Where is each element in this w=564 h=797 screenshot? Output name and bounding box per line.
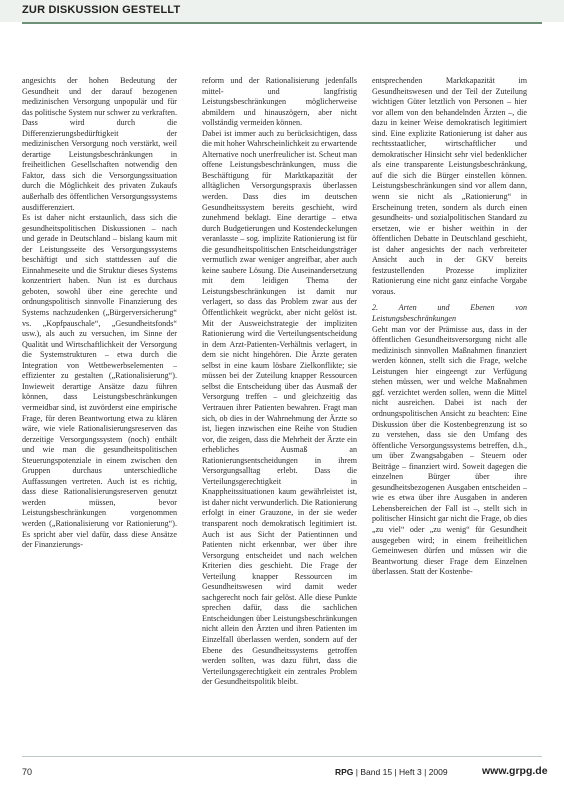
- paragraph: angesichts der hohen Bedeutung der Gesundheit und der darauf bezogenen medizinischen Versorgung unpopulär und für das politische System nur schwer zu verkraften. Dass wird durch die Differenzierungsbedürftigkeit der medizinischen Versorgung noch verstärkt, weil derartige Leistungsbeschränkungen in freiheitlichen Gesellschaften notwendig den Faktor, dass sich die Versorgungssituation durch die Möglichkeit des privaten Zukaufs außerhalb des öffentlichen Versorgungssystems ausdifferenziert.: [22, 76, 177, 212]
- page-number: 70: [22, 767, 33, 777]
- paragraph: Geht man vor der Prämisse aus, dass in der öffentlichen Gesundheitsversorgung nicht alle medizinisch sinnvollen Maßnahmen finanziert werden können, stellt sich die Frage, welche Leistungen hier eingeengt zur Verfügung stehen müssen, wer und welche Maßnahmen ggf. verzichtet werden sollen, wenn die Mittel nicht ausreichen. Dabei ist nach der ordnungspolitischen Ansicht zu beachten: Eine Diskussion über die Kostenbegrenzung ist so zu verstehen, dass sie den Umfang des öffentliche Versorgungssystems betreffen, d.h., um über Zwangsabgaben – Steuern oder Beiträge – finanziert wird. Soweit dagegen die einzelnen Bürger über ihre gesundheitsbezogenen Ausgaben entscheiden – wie es etwa über ihre Ausgaben in anderen Lebensbereichen der Fall ist –, stellt sich in politischer Hinsicht gar nicht die Frage, ob dies „zu viel“ oder „zu wenig“ für Gesundheit ausgegeben wird; in einem freiheitlichen Gemeinwesen dürfen und müssen wir die Beantwortung dieser Frage dem Einzelnen überlassen. Statt der Kostenbe-: [372, 324, 527, 577]
- text-column-2: [202, 76, 357, 746]
- separator: |: [394, 767, 397, 777]
- section-subheading: 2. Arten und Ebenen von Leistungsbeschränkungen: [372, 303, 527, 324]
- paragraph: Dabei ist immer auch zu berücksichtigen, dass die mit hoher Wahrscheinlichkeit zu erwartende Alternative noch unerfreulicher ist. Scheut man offene Leistungsbeschränkungen, muss die Beschäftigung für Marktkapazität der alltäglichen Versorgungspraxis überlassen werden. Dass dies im deutschen Gesundheitssystem bereits geschieht, wird zunehmend beklagt. Eine derartige – etwa durch Budgetierungen und Kostendeckelungen veranlasste – sog. implizite Rationierung ist für die gesundheitspolitischen Entscheidungsträger vermutlich zwar weniger angreifbar, aber auch keine saubere Lösung. Die Auseinandersetzung mit dem leidigen Thema der Leistungsbeschränkungen ist damit nur verlagert, so dass das Problem zwar aus der Öffentlichkeit wegrückt, aber nicht gelöst ist. Mit der Ausweichstrategie der impliziten Rationierung wird die Verteilungsentscheidung in dem Arzt-Patienten-Verhältnis verlagert, in dem sie nicht hingehören. Die Ärzte geraten selbst in eine kaum lösbare Zielkonflikte; sie müssen bei der Zuteilung knapper Ressourcen selbst die Entscheidung über das Ausmaß der Versorgung treffen – und gleichzeitig das Vertrauen ihrer Patienten bewahren. Fragt man sich, ob dies in der Wahrnehmung der Ärzte so ist, liegen inzwischen eine Reihe von Studien vor, die zeigen, dass die Mehrheit der Ärzte ein erhebliches Ausmaß an Rationierungsentscheidungen in ihrem Versorgungsalltag erlebt. Dass die Verteilungsgerechtigkeit in Knappheitssituationen kaum gewährleistet ist, ist daher nicht verwunderlich. Die Rationierung erfolgt in einer Grauzone, in der sie weder transparent noch demokratisch legitimiert ist. Auch ist aus Sicht der Patientinnen und Patienten nicht erkennbar, wer über ihre Versorgung entscheidet und nach welchen Kriterien dies geschieht. Die Frage der Verteilung knapper Ressourcen im Gesundheitswesen wird damit weder sachgerecht noch fair gelöst. Alle diese Punkte sprechen dafür, dass die sachlichen Entscheidungen über Leistungsbeschränkungen nicht allein den Ärzten und ihren Patienten im Einzelfall überlassen werden, sondern auf der Ebene des Gesundheitssystems getroffen werden sollten, was dazu führt, dass die Verteilungsgerechtigkeit ein zentrales Problem der Gesundheitspolitik bleibt.: [202, 128, 357, 687]
- text-column-3: [372, 76, 527, 746]
- paragraph: entsprechenden Marktkapazität im Gesundheitswesen und der Teil der Zuteilung wichtigen Güter letztlich von Personen – hier vor allem von den behandelnden Ärzten –, die dazu in keiner Weise demokratisch legitimiert sind. Eine explizite Rationierung ist daher aus rechtsstaatlicher, wirtschaftlicher und demokratischer Hinsicht sehr viel bedenklicher als eine transparente Leistungsbeschränkung, auf die sich die Bürger einstellen können. Leistungsbeschränkungen sind vor allem dann, wenn sie nicht als „Rationierung“ in Erscheinung treten, sondern als durch einen gesundheits- und sozialpolitischen Standard zu ersetzen, wie er bisher weithin in der öffentlichen Debatte in Deutschland geschieht, ist daher angesichts der nach verbreiteter Ansicht auch in der GKV bereits festzustellenden Prozesse impliziter Rationierung eine nicht ganz einfache Vorgabe voraus.: [372, 76, 527, 296]
- paragraph: Es ist daher nicht erstaunlich, dass sich die gesundheitspolitischen Diskussionen – nach und gerade in Deutschland – bislang kaum mit der Leistungsseite des Versorgungssystems beschäftigt und sich stattdessen auf die Einnahmeseite und die Struktur dieses Systems konzentriert haben. Nun ist es durchaus geboten, sowohl über eine gerechte und ordnungspolitisch sinnvolle Finanzierung des Systems nachzudenken („Bürgerversicherung“ vs. „Kopfpauschale“, „Gesundheitsfonds“ usw.), als auch zu versuchen, im Sinne der Qualität und Wirtschaftlichkeit der Versorgung die Systemstrukturen – etwa durch die Integration von Wettbewerbselementen – effizienter zu gestalten („Rationalisierung“). Inwieweit derartige Ansätze dazu führen können, dass Leistungsbeschränkungen vermeidbar sind, ist zuvörderst eine empirische Frage, für deren Beantwortung etwa zu klären wäre, wie viele Rationalisierungsreserven das derzeitige Versorgungssystem (noch) enthält und wie man die gesundheitspolitischen Steuerungspotenziale in einem zwischen den Gruppen durchaus unterschiedliche Auffassungen vertreten. Auch ist es richtig, dass diese Rationalisierungsreserven genutzt werden müssen, bevor Leistungsbeschränkungen vorgenommen werden („Rationalisierung vor Rationierung“). Es spricht aber viel dafür, dass diese Ansätze der Finanzierungs-: [22, 213, 177, 550]
- journal-year: 2009: [428, 767, 448, 777]
- separator: |: [424, 767, 427, 777]
- journal-issue: Heft 3: [399, 767, 422, 777]
- header-rule: [22, 22, 542, 24]
- journal-name: RPG: [335, 767, 354, 777]
- footer-rule: [22, 756, 542, 757]
- text-column-1: [22, 76, 177, 746]
- separator: |: [355, 767, 359, 777]
- section-title: ZUR DISKUSSION GESTELLT: [22, 4, 181, 16]
- journal-info: [335, 767, 448, 777]
- journal-volume: Band 15: [360, 767, 393, 777]
- paragraph: reform und der Rationalisierung jedenfalls mittel- und langfristig Leistungsbeschränkungen möglicherweise abmildern und hinauszögern, aber nicht vollständig vermeiden können.: [202, 76, 357, 128]
- journal-website[interactable]: www.grpg.de: [482, 765, 548, 777]
